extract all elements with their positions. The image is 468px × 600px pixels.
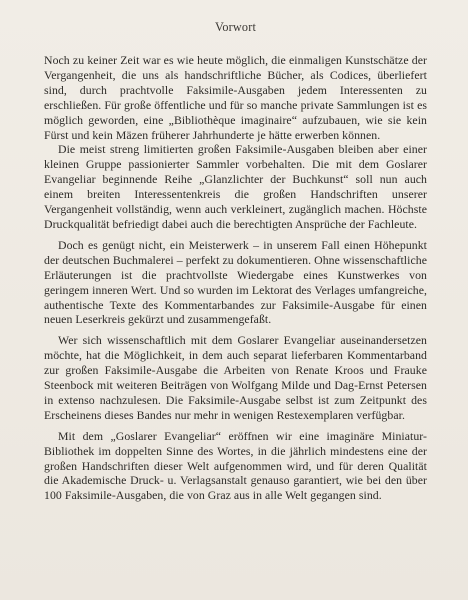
paragraph-3: Doch es genügt nicht, ein Meisterwerk – in unserem Fall einen Höhepunkt der deutschen Buchmalerei – perfekt zu dokumentieren. Ohne wissenschaftliche Erläuterungen ist die prachtvollste Wiedergabe eines Kunstwerkes von geringem inneren Wert. Und so wurden im Lektorat des Verlages umfangreiche, authentische Texte des Kommentarbandes zur Faksimile-Ausgabe für einen neuen Leserkreis gekürzt und zusammengefaßt. xyxy=(44,237,427,327)
paragraph-4: Wer sich wissenschaftlich mit dem Goslarer Evangeliar auseinandersetzen möchte, hat die Möglichkeit, in dem auch separat lieferbaren Kommentarband zur großen Faksimile-Ausgabe die Arbeiten von Renate Kroos und Frauke Steenbock mit weiteren Beiträgen von Wolfgang Milde und Dag-Ernst Petersen in extenso nachzulesen. Die Faksimile-Ausgabe selbst ist zum Zeitpunkt des Erscheinens dieses Bandes nur mehr in wenigen Restexemplaren verfügbar. xyxy=(44,333,427,422)
paragraph-2: Die meist streng limitierten großen Faksimile-Ausgaben bleiben aber einer kleinen Gruppe passionierter Sammler vorbehalten. Die mit dem Goslarer Evangeliar beginnende Reihe „Glanzlichter der Buchkunst“ soll nun auch einem breiten Interessentenkreis die großen Handschriften unserer Vergangenheit vollständig, wenn auch verkleinert, zugänglich machen. Höchste Druckqualität befriedigt dabei auch die berechtigten Ansprüche der Fachleute. xyxy=(44,142,427,231)
paragraph-1: Noch zu keiner Zeit war es wie heute möglich, die einmaligen Kunstschätze der Vergangenheit, die uns als handschriftliche Bücher, als Codices, überliefert sind, durch prachtvolle Faksimile-Ausgaben jedem Interessenten zu erschließen. Für große öffentliche und für so manche private Sammlungen ist es möglich geworden, eine „Bibliothèque imaginaire“ aufzubauen, wie sie kein Fürst und kein Mäzen früherer Jahrhunderte je hätte erwerben können. xyxy=(44,53,427,142)
paragraph-5: Mit dem „Goslarer Evangeliar“ eröffnen wir eine imaginäre Miniatur-Bibliothek im doppelten Sinne des Wortes, in die jährlich mindestens eine der großen Handschriften dieser Welt aufgenommen wird, und für deren Qualität die Akademische Druck- u. Verlagsanstalt genauso garantiert, wie bei den über 100 Faksimile-Ausgaben, die von Graz aus in alle Welt gegangen sind. xyxy=(44,428,427,503)
page-title: Vorwort xyxy=(214,20,257,34)
